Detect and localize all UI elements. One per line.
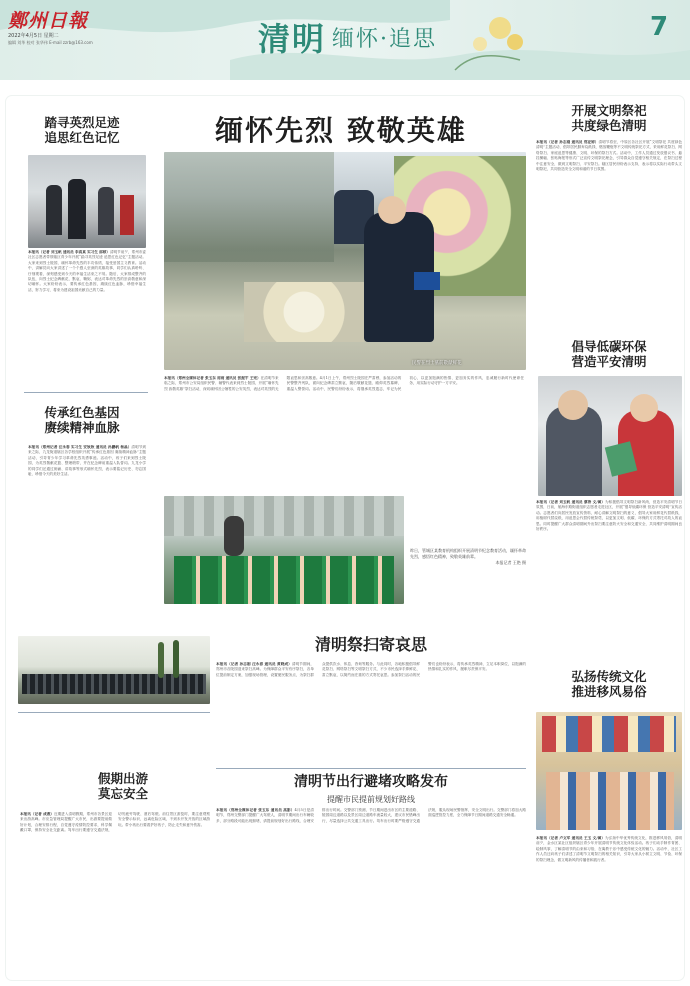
article-title: 开展文明祭祀 共度绿色清明 xyxy=(571,103,647,133)
page-number: 7 xyxy=(650,12,669,42)
class-photo-caption: 昨日，管城区某教育机构组织开展清明节纪念教育活动，缅怀革命先烈，感悟红色精神，致敬英雄前辈。 本报记者 王艳 摄 xyxy=(410,548,526,565)
photo-children-class xyxy=(164,496,404,604)
main-article-body: 本报讯（郑州全媒体记者 张玉东 周雨 通讯员 张振宇 王宪）在清明节来临之际，郑州市公安局组织民警、辅警代表来到烈士陵园，开展“缅怀先烈 致敬英雄”祭扫活动，深切缅怀因公牺牲的公安英烈，表达对英烈的无限哀思和崇高敬意。4月1日上午，郑州烈士陵园庄严肃穆，参加活动的民警整齐列队，面向纪念碑肃立默哀，随后敬献花篮、瞻仰英烈墓碑，重温入警誓词。活动中，民警们纷纷表示，将继承英烈遗志，牢记为民初心，以更加饱满的热情、更加务实的作风，忠诚履行新时代使命任务，用实际行动守护一方平安。 xyxy=(164,376,524,391)
photo-police-formation xyxy=(18,636,210,704)
photo-students-memorial xyxy=(28,155,146,248)
article-title: 传承红色基因 赓续精神血脉 xyxy=(44,405,120,435)
article-title: 倡导低碳环保 营造平安清明 xyxy=(571,339,647,369)
article-title: 弘扬传统文化 推进移风易俗 xyxy=(571,669,647,699)
page-header xyxy=(0,0,690,80)
photo-kids-crafts xyxy=(536,712,682,830)
photo-caption: 民警在烈士墓前敬献鲜花 xyxy=(412,361,462,366)
main-headline: 缅怀先烈 致敬英雄 xyxy=(215,114,467,147)
banner-title: 清明 xyxy=(258,20,327,58)
article-lead: 本报讯（记者 孙志刚 通讯员 郑亚婷）清明节将至，中原区各社区开展“文明祭祀 共度绿色清明”主题活动，倡导居民摒弃烧纸钱、燃放鞭炮等不文明传统祭祀方式，采用鲜花祭扫、网络祭扫、家庭追思等健康、文明、环保的祭扫方式。活动中，工作人员通过发放倡议书、悬挂横幅、张贴海报等形式广泛宣传文明祭祀理念，引导群众自觉遵守相关规定，在祭扫过程中注意安全，做到文明祭扫、平安祭扫。辖区居民纷纷表示支持，表示将以实际行动带头文明祭祀，共同营造安全文明和谐的节日氛围。 xyxy=(536,140,682,172)
article-title: 踏寻英烈足迹 追思红色记忆 xyxy=(44,115,120,145)
article-lead: 本报讯（记者 刘玉帆 通讯员 蔡涛 文/图）为积极倡导文明祭扫新风尚，营造平安清明节日氛围，日前，航海东路街道组织志愿者走进社区，开展“倡导低碳环保 营造平安清明”宣传活动。志愿者们向居民发放宣传资料，耐心讲解文明祭扫的意义，倡导大家用鲜花代替纸钱，用植树代替烧纸，用追思会代替传统祭奠，以更加文明、低碳、环保的方式寄托对故人的哀思。同时提醒广大群众清明期间外出祭扫要注意防火安全和交通安全，共同维护清明期间良好秩序。 xyxy=(536,500,682,532)
article-lead: 本报讯（记者 卢文军 通讯员 王玉 文/图）为弘扬中华优秀传统文化，推进移风易俗，清明前夕，金水区某社区组织辖区青少年开展清明节传统文化体验活动。孩子们动手制作青团、绘制风筝，了解清明节的由来和习俗，在寓教于乐中感受传统文化的魅力。活动中，社区工作人员还向孩子们讲述了清明节文明祭扫的相关知识，引导大家从小树立文明、节俭、环保的祭扫理念，做文明新风的传播者和践行者。 xyxy=(536,836,682,862)
article-title: 清明祭扫寄哀思 xyxy=(314,635,427,654)
article-lead: 本报讯（郑州记者 汪永春 实习生 安欣欣 通讯员 孙鹏帆 杨晶）清明节到来之际，九龙街道辖区各学校组织开展“传承红色基因 赓续精神血脉”主题活动，引导青少年学习革命先烈英勇事迹。活动中，孩子们来到烈士陵园，为英烈敬献花篮、整理缎带，并在纪念碑前重温入队誓词。九龙小学的同学们还通过朗诵、讲故事等形式缅怀先烈，表示要铭记历史、勿忘国耻、珍惜今天的美好生活。 xyxy=(28,445,146,477)
zhengzhou-daily-logo: 鄭州日報 xyxy=(8,10,89,32)
article-title: 清明节出行避堵攻略发布 xyxy=(294,774,448,790)
article-lead: 本报讯（记者 孙志刚 汪永春 通讯员 黄晓成）清明节期间，郑州市各陵园迎来祭扫高峰。为保障群众平安有序祭扫，各单位提前制定方案，加强现场管理，设置便民服务点，为祭扫群众提供饮水、休息、咨询等服务。与此同时，各地积极倡导鲜花祭扫、网络祭扫等文明祭扫方式，不少市民选择手捧鲜花、肃立默哀，以简约而庄重的方式寄托哀思。参加祭扫活动的民警们也纷纷表示，将传承英烈精神，立足本职岗位，以饱满的热情和扎实的作风，履职尽责保平安。 xyxy=(216,662,526,677)
article-title: 假期出游 莫忘安全 xyxy=(97,771,148,801)
article-lead: 本报讯（记者 刘玉帆 通讯员 李真真 实习生 邵婷）清明节前夕，郑州市委社区志愿者带领辖区青少年开展“踏寻英烈足迹 追思红色记忆”主题活动。大家来到烈士陵园，缅怀革命先烈的丰功伟绩，接受爱国主义教育。活动中，讲解员向大家讲述了一个个感人至深的英雄故事，同学们认真聆听、仔细观看，深刻感受到今天的幸福生活来之不易。随后，大家排成整齐的队伍，向烈士纪念碑献花、默哀、鞠躬，表达对革命先烈的崇高敬意和深切缅怀。大家纷纷表示，要传承红色基因，赓续红色血脉，珍惜幸福生活，努力学习，将来为建设祖国贡献自己的力量。 xyxy=(28,250,146,292)
editor-line: 编辑 刘华 校对 张华伟 E-mail zzrb@163.com xyxy=(8,40,93,45)
banner-subtitle: 缅怀·追思 xyxy=(332,27,437,52)
article-lead: 本报讯（记者 成燕）近期进入清明假期，郑州市各景区迎来出游高峰。市应急管理局提醒广大市民，出游要提前做好计划，合理安排行程，自觉遵守疫情防控要求，科学佩戴口罩，保持安全社交距离。驾车出行要遵守交通法规，切勿疲劳驾驶、酒后驾驶。前往景区游览时，要注意观察安全警示标识，远离危险区域，不到未开发开放的区域游玩。带小孩出行要看护好孩子，防止走失和意外伤害。 xyxy=(20,812,210,833)
photo-police-laying-flowers xyxy=(164,152,526,370)
issue-date: 2022年4月5日 星期二 xyxy=(8,33,59,39)
article-subtitle: 提醒市民提前规划好路线 xyxy=(327,795,415,804)
photo-volunteer-elder xyxy=(538,376,682,496)
article-lead: 本报讯（郑州全媒体记者 张玉东 通讯员 高影）4月5日是清明节，郑州交警部门提醒广大驾驶人，清明节期间出行车辆较多，部分路段可能出现拥堵，请提前规划好出行路线，合理安排出行时间。交警部门预测，节日期间进出市区的主要道路、陵园周边道路以及景区周边道路车流量较大，建议市民错峰出行，尽量选择公共交通工具出行。驾车出行时要严格遵守交通法规，服从现场民警指挥，安全文明出行。交警部门将加大路面巡逻管控力度，全力保障节日期间道路交通安全畅通。 xyxy=(216,808,526,823)
